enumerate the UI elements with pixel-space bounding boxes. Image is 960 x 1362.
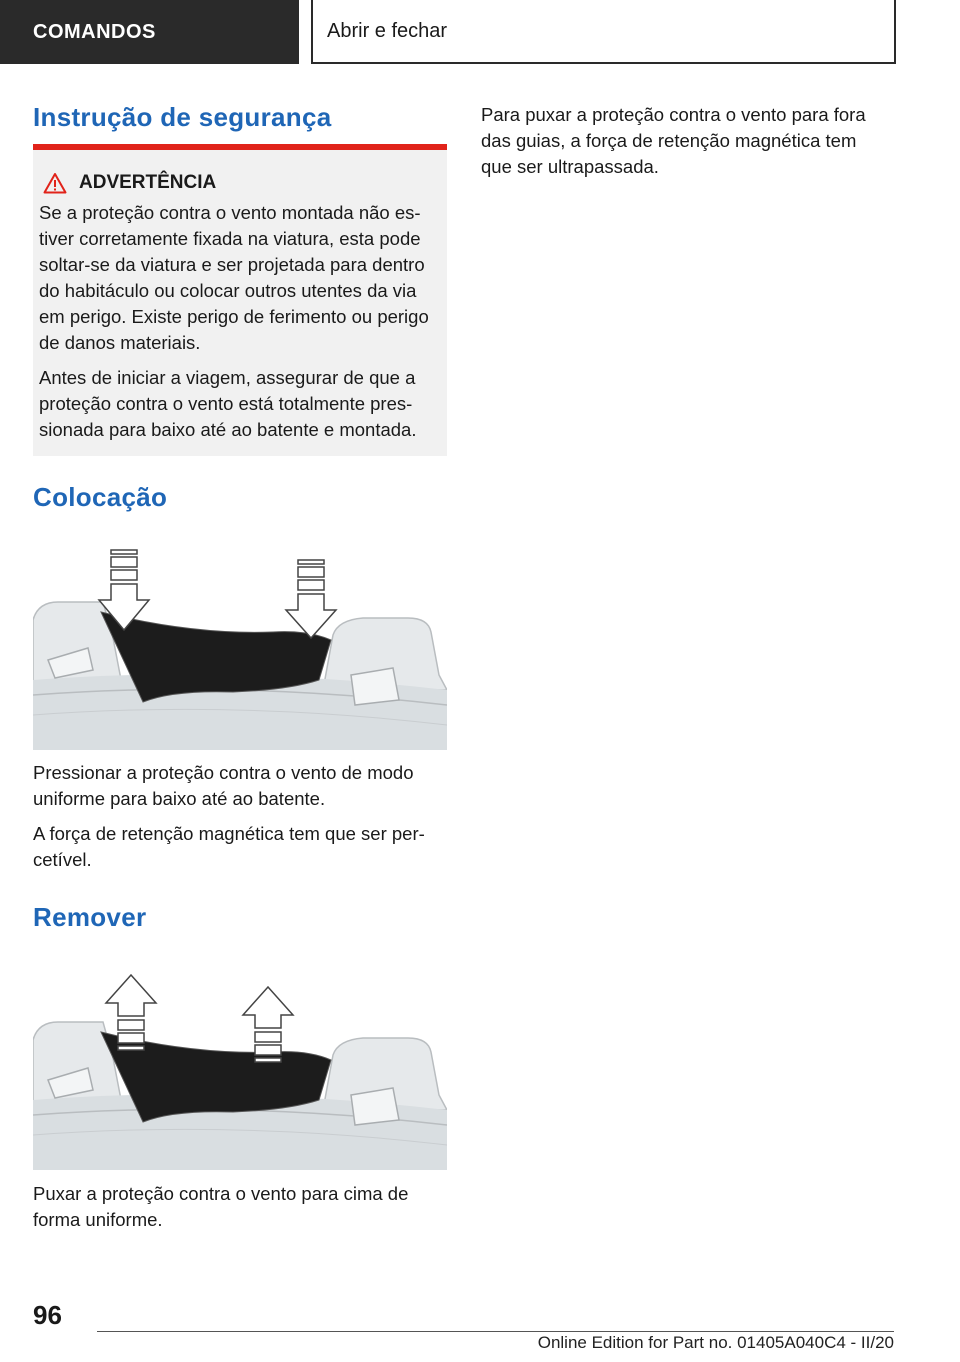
fitting-text bbox=[33, 760, 447, 882]
removal-illustration bbox=[33, 960, 447, 1170]
warning-title bbox=[39, 172, 441, 194]
warning-paragraph-2: Antes de iniciar a viagem, assegurar de que a proteção contra o vento está totalmente pres- sionada para baixo até ao batente e montada. bbox=[39, 367, 417, 440]
header-chapter bbox=[311, 0, 896, 64]
fitting-paragraph-2: A força de retenção magnética tem que ser per- cetível. bbox=[33, 823, 425, 870]
right-column-text bbox=[481, 102, 895, 189]
fitting-illustration bbox=[33, 540, 447, 750]
header-section-label: COMANDOS bbox=[33, 20, 156, 43]
removal-heading: Remover bbox=[33, 902, 147, 932]
header-chapter-label: Abrir e fechar bbox=[327, 19, 448, 42]
safety-heading: Instrução de segurança bbox=[33, 102, 332, 132]
warning-paragraph-1: Se a proteção contra o vento montada não es- tiver corretamente fixada na viatura, esta pode soltar-se da viatura e ser projetada para dentro do habitáculo ou colocar outros utentes da via em perigo. Existe perigo de ferimento ou perigo de danos materiais. bbox=[39, 202, 429, 353]
warning-box bbox=[33, 150, 447, 456]
fitting-paragraph-1: Pressionar a proteção contra o vento de modo uniforme para baixo até ao batente. bbox=[33, 762, 414, 809]
warning-label: ADVERTÊNCIA bbox=[79, 172, 217, 193]
warning-triangle-icon bbox=[43, 172, 67, 194]
footer-edition: Online Edition for Part no. 01405A040C4 - II/20 bbox=[537, 1333, 894, 1352]
removal-right-paragraph: Para puxar a proteção contra o vento para fora das guias, a força de retenção magnética tem que ser ultrapassada. bbox=[481, 104, 866, 177]
footer-rule bbox=[97, 1331, 894, 1332]
removal-text bbox=[33, 1181, 447, 1242]
fitting-heading: Colocação bbox=[33, 482, 168, 512]
removal-paragraph-1: Puxar a proteção contra o vento para cima de forma uniforme. bbox=[33, 1183, 409, 1230]
header-section bbox=[0, 0, 299, 64]
page-number: 96 bbox=[33, 1300, 62, 1330]
